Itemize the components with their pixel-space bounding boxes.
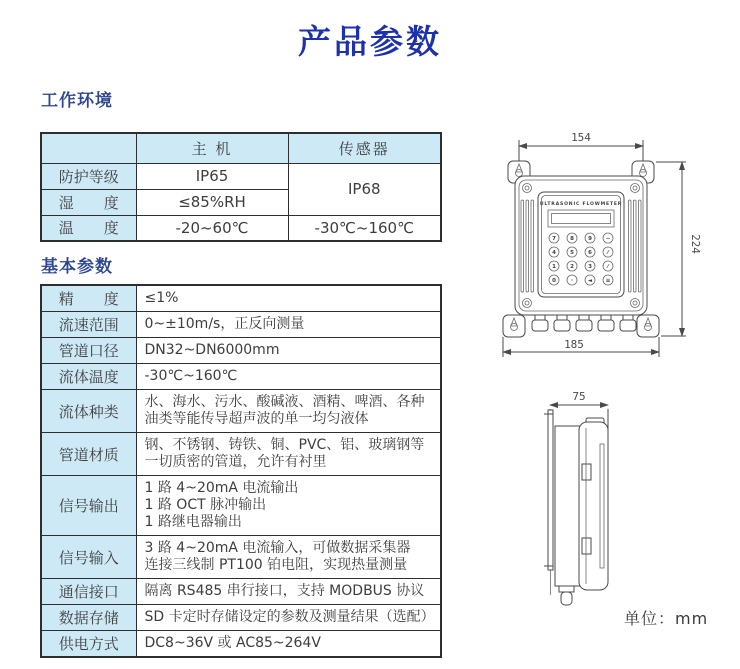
env-row-protection [41,163,441,189]
cable-gland [559,586,574,605]
param-value: 0~±10m/s，正反向测量 [136,312,441,338]
param-value: 钢、不锈钢、铸铁、铜、PVC、铝、玻璃钢等一切质密的管道，允许有衬里 [136,433,441,476]
param-value: 隔离 RS485 串行接口，支持 MODBUS 协议 [136,579,441,605]
svg-text:6: 6 [588,250,592,256]
param-label: 流体种类 [41,390,136,433]
basic-params-table [40,284,442,658]
svg-text:2: 2 [570,264,574,270]
dimension-height [656,162,702,336]
dimension-width-top [519,131,643,161]
param-label: 流体温度 [41,364,136,390]
param-value: -30℃~160℃ [136,364,441,390]
front-panel [538,192,624,297]
env-label-temperature: 温 度 [41,215,136,241]
env-value-protection-host: IP65 [136,163,288,189]
svg-text:9: 9 [588,236,592,242]
svg-text:185: 185 [564,338,584,351]
param-row-data-storage [41,605,441,631]
svg-text:3: 3 [588,264,592,270]
param-value: ≤1% [136,285,441,312]
param-value: DN32~DN6000mm [136,338,441,364]
param-row-power-supply [41,631,441,658]
param-label: 信号输入 [41,536,136,579]
param-row-pipe-diameter [41,338,441,364]
svg-text:8: 8 [570,236,574,242]
env-header-row [41,133,441,163]
svg-text:154: 154 [571,131,591,144]
env-label-humidity: 湿 度 [41,189,136,215]
env-value-temperature-sensor: -30℃~160℃ [288,215,441,241]
env-header-sensor: 传感器 [288,133,441,163]
param-label: 精 度 [41,285,136,312]
param-value: SD 卡定时存储设定的参数及测量结果（选配） [136,605,441,631]
svg-text:⁄: ⁄ [607,264,609,270]
svg-text:◄: ◄ [587,278,593,284]
param-row-signal-input [41,536,441,579]
param-row-pipe-material [41,433,441,476]
param-label: 信号输出 [41,476,136,536]
env-header-empty [41,133,136,163]
svg-text:0: 0 [552,278,556,284]
svg-text:1: 1 [552,264,556,270]
env-value-temperature-host: -20~60℃ [136,215,288,241]
param-label: 数据存储 [41,605,136,631]
param-row-fluid-types [41,390,441,433]
env-label-protection: 防护等级 [41,163,136,189]
param-row-comm-interface [41,579,441,605]
svg-text:4: 4 [552,250,556,256]
dimension-width-bottom [503,337,659,357]
cable-glands [532,315,636,331]
param-value: 1 路 4~20mA 电流输出 1 路 OCT 脉冲输出 1 路继电器输出 [136,476,441,536]
param-row-accuracy [41,285,441,312]
param-label: 管道材质 [41,433,136,476]
param-row-fluid-temp [41,364,441,390]
param-row-signal-output [41,476,441,536]
flowmeter-side-view-drawing [490,388,690,623]
basic-params-heading: 基本参数 [41,257,113,277]
svg-text:⁄: ⁄ [607,250,609,256]
enclosure-side [555,418,608,590]
svg-text:−: − [605,236,611,242]
flowmeter-front-view-drawing [470,126,715,361]
param-value: 水、海水、污水、酸碱液、酒精、啤酒、各种油类等能传导超声波的单一均匀液体 [136,390,441,433]
param-value: 3 路 4~20mA 电流输入，可做数据采集器 连接三线制 PT100 铂电阻，实现热量测量 [136,536,441,579]
param-label: 通信接口 [41,579,136,605]
param-value: DC8~36V 或 AC85~264V [136,631,441,658]
param-row-velocity-range [41,312,441,338]
unit-label: 单位：mm [624,609,709,628]
param-label: 流速范围 [41,312,136,338]
env-header-host: 主 机 [136,133,288,163]
env-row-temperature [41,215,441,241]
work-env-table [40,132,442,242]
svg-text:224: 224 [689,234,702,254]
svg-text:5: 5 [570,250,574,256]
param-label: 管道口径 [41,338,136,364]
page-title: 产品参数 [298,22,442,61]
device-brand-label: ULTRASONIC FLOWMETER [539,202,623,207]
svg-text:≡: ≡ [605,278,611,284]
env-value-protection-sensor: IP68 [288,163,441,215]
mounting-plate [544,410,553,595]
env-value-humidity-host: ≤85%RH [136,189,288,215]
param-label: 供电方式 [41,631,136,658]
svg-text:7: 7 [552,236,556,242]
work-env-heading: 工作环境 [41,91,113,111]
svg-text:·: · [570,278,574,284]
svg-text:75: 75 [572,390,586,403]
